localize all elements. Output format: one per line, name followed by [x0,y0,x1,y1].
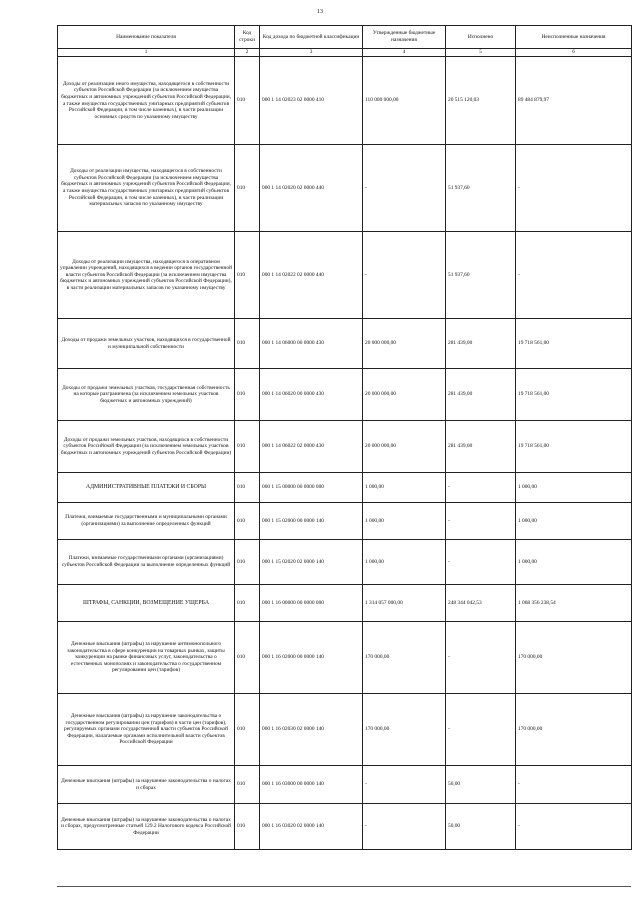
row-approved: 1 000,00 [363,540,446,585]
row-approved: 170 000,00 [363,622,446,694]
row-indicator-name: Денежные взыскания (штрафы) за нарушение антимонопольного законодательства в сфере конкуренции на товарных рынках, защиты конкуренции на рынке финансовых услуг, законодательства о естественных монополиях и законодательства о государственном регулировании цен (тарифов) [58,622,235,694]
row-classification-code: 000 1 14 06020 00 0000 430 [260,369,363,421]
column-number: 2 [235,49,260,57]
table-row [58,421,632,473]
header-unexecuted-appropriations: Неисполненные назначения [516,26,632,49]
table-row [58,369,632,421]
row-classification-code: 000 1 14 02022 02 0000 440 [260,232,363,319]
row-executed: 281 439,00 [446,421,516,473]
row-executed: - [446,473,516,503]
row-executed: 281 439,00 [446,369,516,421]
table-row [58,319,632,369]
row-classification-code: 000 1 16 00000 00 0000 000 [260,585,363,622]
row-indicator-name: ШТРАФЫ, САНКЦИИ, ВОЗМЕЩЕНИЕ УЩЕРБА [58,585,235,622]
table-row [58,540,632,585]
header-budget-classification-code: Код дохода по бюджетной классификации [260,26,363,49]
row-approved: 20 000 000,00 [363,421,446,473]
row-classification-code: 000 1 14 02020 02 0000 440 [260,145,363,232]
row-classification-code: 000 1 14 02023 02 0000 410 [260,57,363,145]
row-classification-code: 000 1 15 00000 00 0000 000 [260,473,363,503]
bottom-rule [57,886,631,887]
row-line-code: 010 [235,766,260,804]
row-line-code: 010 [235,694,260,766]
row-unexecuted: 89 484 879,97 [516,57,632,145]
row-unexecuted: - [516,804,632,850]
row-indicator-name: Доходы от продажи земельных участков, находящихся в собственности субъектов Российской Федерации (за исключением земельных участков бюджетных и автономных учреждений субъектов Российской Федерации) [58,421,235,473]
column-number: 6 [516,49,632,57]
table-row [58,232,632,319]
page-number: 13 [317,9,323,15]
header-row [58,26,632,49]
row-executed: 281 439,00 [446,319,516,369]
row-approved: - [363,232,446,319]
row-unexecuted: 1 000,00 [516,473,632,503]
row-executed: - [446,622,516,694]
column-number-row [58,49,632,57]
row-line-code: 010 [235,540,260,585]
row-line-code: 010 [235,473,260,503]
row-executed: - [446,503,516,540]
row-executed: 248 344 042,53 [446,585,516,622]
row-indicator-name: Денежные взыскания (штрафы) за нарушение законодательства о налогах и сборах, предусмотренные статьей 129.2 Налогового кодекса Российской Федерации [58,804,235,850]
row-classification-code: 000 1 14 06022 02 0000 430 [260,421,363,473]
row-executed: 50,00 [446,804,516,850]
row-unexecuted: 170 000,00 [516,622,632,694]
row-line-code: 010 [235,421,260,473]
row-executed: 51 937,60 [446,145,516,232]
row-unexecuted: 170 000,00 [516,694,632,766]
row-executed: 50,00 [446,766,516,804]
header-executed: Исполнено [446,26,516,49]
row-approved: 1 314 057 000,00 [363,585,446,622]
row-line-code: 010 [235,585,260,622]
row-approved: - [363,145,446,232]
row-indicator-name: АДМИНИСТРАТИВНЫЕ ПЛАТЕЖИ И СБОРЫ [58,473,235,503]
row-approved: 20 000 000,00 [363,319,446,369]
row-classification-code: 000 1 16 03000 00 0000 140 [260,766,363,804]
row-line-code: 010 [235,57,260,145]
row-executed: 51 937,60 [446,232,516,319]
table-row [58,57,632,145]
row-unexecuted: - [516,766,632,804]
row-indicator-name: Доходы от продажи земельных участков, находящихся в государственной и муниципальной собственности [58,319,235,369]
row-indicator-name: Доходы от продажи земельных участков, государственная собственность на которые разграничена (за исключением земельных участков бюджетных и автономных учреждений) [58,369,235,421]
column-number: 5 [446,49,516,57]
column-number: 3 [260,49,363,57]
row-indicator-name: Денежные взыскания (штрафы) за нарушение законодательства о налогах и сборах [58,766,235,804]
row-unexecuted: 1 000,00 [516,540,632,585]
row-unexecuted: - [516,145,632,232]
budget-execution-table [57,25,632,850]
row-classification-code: 000 1 14 06000 00 0000 430 [260,319,363,369]
row-classification-code: 000 1 16 02000 00 0000 140 [260,622,363,694]
row-classification-code: 000 1 15 02020 02 0000 140 [260,540,363,585]
row-unexecuted: 19 718 561,00 [516,319,632,369]
table-row [58,585,632,622]
table-row [58,473,632,503]
row-approved: - [363,766,446,804]
row-approved: 1 000,00 [363,473,446,503]
row-indicator-name: Денежные взыскания (штрафы) за нарушение законодательства о государственном регулировании цен (тарифов) в части цен (тарифов), регулируемых органами государственной власти субъектов Российской Федерации, налагаемые органами исполнительной власти субъектов Российской Федерации [58,694,235,766]
row-indicator-name: Платежи, взимаемые государственными органами (организациями) субъектов Российской Федерации за выполнение определенных функций [58,540,235,585]
row-approved: - [363,804,446,850]
row-unexecuted: 19 718 561,00 [516,421,632,473]
row-approved: 170 000,00 [363,694,446,766]
row-line-code: 010 [235,232,260,319]
row-approved: 110 000 000,00 [363,57,446,145]
row-indicator-name: Доходы от реализации имущества, находящегося в оперативном управлении учреждений, находящихся в ведении органов государственной власти субъектов Российской Федерации (за исключением имущества бюджетных и автономных учреждений субъектов Российской Федерации), в части реализации материальных запасов по указанному имуществу [58,232,235,319]
row-line-code: 010 [235,145,260,232]
row-approved: 20 000 000,00 [363,369,446,421]
row-unexecuted: 1 000,00 [516,503,632,540]
row-unexecuted: - [516,232,632,319]
header-line-code: Код строки [235,26,260,49]
header-approved-appropriations: Утвержденные бюджетные назначения [363,26,446,49]
table-row [58,622,632,694]
row-approved: 1 000,00 [363,503,446,540]
table-row [58,694,632,766]
row-line-code: 010 [235,622,260,694]
row-line-code: 010 [235,503,260,540]
row-indicator-name: Доходы от реализации имущества, находящегося в собственности субъектов Российской Федерации (за исключением имущества бюджетных и автономных учреждений субъектов Российской Федерации, а также имущества государственных унитарных предприятий субъектов Российской Федерации, в том числе казенных), в части реализации материальных запасов по указанному имуществу [58,145,235,232]
row-line-code: 010 [235,804,260,850]
column-number: 4 [363,49,446,57]
row-classification-code: 000 1 16 03020 02 0000 140 [260,804,363,850]
table-row [58,145,632,232]
row-executed: 20 515 120,03 [446,57,516,145]
table-row [58,804,632,850]
row-executed: - [446,694,516,766]
row-line-code: 010 [235,369,260,421]
row-classification-code: 000 1 15 02000 00 0000 140 [260,503,363,540]
header-indicator-name: Наименование показателя [58,26,235,49]
row-classification-code: 000 1 16 02030 02 0000 140 [260,694,363,766]
table-row [58,766,632,804]
row-line-code: 010 [235,319,260,369]
table-row [58,503,632,540]
row-unexecuted: 1 068 356 238,54 [516,585,632,622]
row-executed: - [446,540,516,585]
column-number: 1 [58,49,235,57]
row-indicator-name: Платежи, взимаемые государственными и муниципальными органами (организациями) за выполнение определенных функций [58,503,235,540]
row-indicator-name: Доходы от реализации иного имущества, находящегося в собственности субъектов Российской Федерации (за исключением имущества бюджетных и автономных учреждений субъектов Российской Федерации, а также имущества государственных унитарных предприятий субъектов Российской Федерации, в том числе казенных), в части реализации основных средств по указанному имуществу [58,57,235,145]
row-unexecuted: 19 718 561,00 [516,369,632,421]
